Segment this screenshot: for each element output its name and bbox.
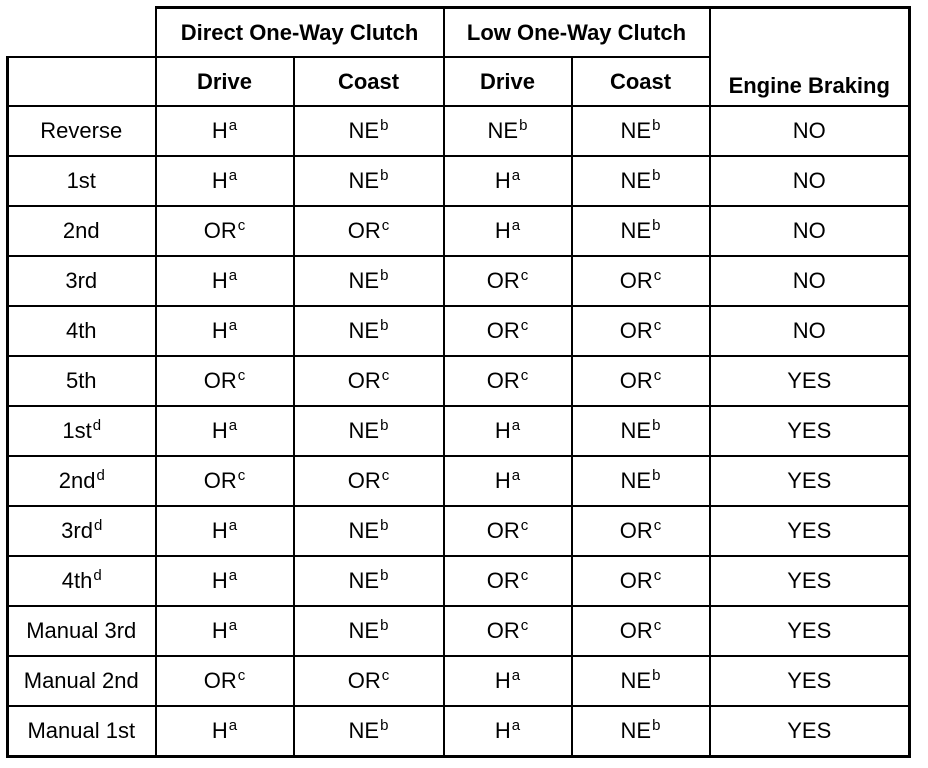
engine-braking-value: YES: [710, 506, 910, 556]
gear-range-label: [8, 656, 156, 706]
clutch-state-footnote: a: [228, 717, 238, 734]
clutch-state-footnote: a: [511, 667, 521, 684]
gear-range-label: [8, 506, 156, 556]
clutch-state-footnote: b: [380, 517, 389, 534]
table-row: [8, 306, 910, 356]
low-coast-cell: [572, 406, 710, 456]
clutch-state: H: [211, 118, 228, 143]
gear-range-text: 2nd: [58, 468, 96, 493]
corner-cell: [8, 8, 156, 58]
low-coast-cell: [572, 356, 710, 406]
engine-braking-value: NO: [710, 106, 910, 156]
clutch-state: NE: [348, 318, 380, 343]
low-drive-cell: [444, 356, 572, 406]
engine-braking-value: NO: [710, 306, 910, 356]
gear-range-footnote: d: [92, 417, 102, 434]
gear-range-text: 1st: [62, 418, 92, 443]
low-drive-cell: [444, 706, 572, 757]
clutch-state: NE: [348, 618, 380, 643]
direct-drive-cell: [156, 506, 294, 556]
group-header-row: [8, 8, 910, 58]
gear-range-label: [8, 606, 156, 656]
low-coast-header: Coast: [572, 57, 710, 106]
engine-braking-value: NO: [710, 256, 910, 306]
low-coast-cell: [572, 506, 710, 556]
clutch-state: H: [494, 468, 511, 493]
clutch-state: NE: [348, 718, 380, 743]
direct-drive-cell: [156, 456, 294, 506]
clutch-state-footnote: a: [228, 317, 238, 334]
clutch-state: H: [494, 168, 511, 193]
clutch-state-footnote: a: [511, 417, 521, 434]
clutch-state-footnote: c: [520, 617, 529, 634]
clutch-state-footnote: c: [237, 667, 246, 684]
engine-braking-value: YES: [710, 556, 910, 606]
clutch-state: OR: [486, 318, 520, 343]
gear-range-text: 3rd: [65, 268, 98, 293]
clutch-state-footnote: b: [652, 167, 661, 184]
clutch-state: OR: [486, 368, 520, 393]
gear-range-footnote: d: [96, 467, 105, 484]
low-drive-cell: [444, 456, 572, 506]
clutch-state: H: [494, 418, 511, 443]
gear-range-text: Reverse: [40, 118, 123, 143]
engine-braking-value: YES: [710, 606, 910, 656]
clutch-state-footnote: c: [520, 317, 529, 334]
direct-one-way-clutch-header: Direct One-Way Clutch: [156, 8, 444, 58]
low-drive-header: Drive: [444, 57, 572, 106]
low-coast-cell: [572, 606, 710, 656]
gear-range-text: 2nd: [62, 218, 100, 243]
clutch-state-footnote: c: [653, 617, 662, 634]
clutch-state: OR: [347, 668, 381, 693]
low-coast-cell: [572, 556, 710, 606]
low-coast-cell: [572, 256, 710, 306]
clutch-state: NE: [620, 218, 652, 243]
low-coast-cell: [572, 156, 710, 206]
direct-coast-cell: [294, 156, 444, 206]
direct-drive-cell: [156, 206, 294, 256]
low-drive-cell: [444, 206, 572, 256]
clutch-state-footnote: c: [381, 467, 390, 484]
low-coast-cell: [572, 206, 710, 256]
clutch-state-footnote: b: [519, 117, 528, 134]
clutch-state-footnote: c: [381, 667, 390, 684]
clutch-state: H: [211, 618, 228, 643]
clutch-state-footnote: c: [381, 367, 390, 384]
gear-range-footnote: d: [93, 567, 102, 584]
low-drive-cell: [444, 556, 572, 606]
clutch-state: H: [211, 718, 228, 743]
clutch-state: NE: [348, 518, 380, 543]
engine-braking-value: YES: [710, 406, 910, 456]
gear-range-label: [8, 156, 156, 206]
clutch-state: H: [494, 718, 511, 743]
clutch-state: NE: [620, 668, 652, 693]
gear-range-label: [8, 356, 156, 406]
clutch-state: H: [494, 668, 511, 693]
direct-drive-cell: [156, 256, 294, 306]
clutch-state-footnote: c: [653, 267, 662, 284]
clutch-state-footnote: a: [228, 517, 238, 534]
gear-range-label: [8, 406, 156, 456]
clutch-state: H: [211, 568, 228, 593]
clutch-state-footnote: c: [520, 267, 529, 284]
clutch-state: OR: [619, 518, 653, 543]
table-row: [8, 656, 910, 706]
low-one-way-clutch-header: Low One-Way Clutch: [444, 8, 710, 58]
clutch-state-footnote: a: [228, 267, 238, 284]
engine-braking-header: Engine Braking: [710, 8, 910, 107]
clutch-state-footnote: c: [237, 367, 246, 384]
direct-coast-cell: [294, 706, 444, 757]
gear-range-text: 5th: [65, 368, 97, 393]
direct-drive-cell: [156, 406, 294, 456]
low-drive-cell: [444, 306, 572, 356]
clutch-state: OR: [619, 568, 653, 593]
clutch-state: OR: [203, 368, 237, 393]
clutch-state: OR: [619, 368, 653, 393]
clutch-state-footnote: b: [652, 217, 661, 234]
low-drive-cell: [444, 156, 572, 206]
clutch-state: NE: [348, 418, 380, 443]
gear-range-text: Manual 3rd: [26, 618, 137, 643]
clutch-state-footnote: b: [380, 417, 389, 434]
clutch-state-footnote: b: [652, 717, 661, 734]
clutch-state: OR: [203, 468, 237, 493]
direct-coast-header: Coast: [294, 57, 444, 106]
clutch-state: H: [211, 518, 228, 543]
direct-coast-cell: [294, 356, 444, 406]
clutch-state-footnote: a: [228, 417, 238, 434]
gear-range-label: [8, 206, 156, 256]
low-drive-cell: [444, 256, 572, 306]
clutch-state-footnote: b: [380, 317, 389, 334]
table-row: [8, 606, 910, 656]
clutch-state: H: [211, 268, 228, 293]
direct-drive-cell: [156, 306, 294, 356]
gear-range-text: 4th: [61, 568, 93, 593]
direct-coast-cell: [294, 506, 444, 556]
gear-range-label: [8, 556, 156, 606]
clutch-state: OR: [486, 268, 520, 293]
clutch-state-footnote: c: [653, 517, 662, 534]
direct-coast-cell: [294, 606, 444, 656]
gear-range-label: [8, 306, 156, 356]
gear-range-footnote: d: [93, 517, 103, 534]
direct-drive-cell: [156, 706, 294, 757]
table-row: [8, 706, 910, 757]
table-row: [8, 106, 910, 156]
clutch-state-footnote: b: [380, 717, 389, 734]
gear-range-text: 3rd: [61, 518, 93, 543]
low-coast-cell: [572, 106, 710, 156]
gear-range-label: [8, 256, 156, 306]
clutch-state-footnote: c: [653, 367, 662, 384]
direct-coast-cell: [294, 656, 444, 706]
engine-braking-value: YES: [710, 356, 910, 406]
clutch-state: NE: [620, 168, 652, 193]
clutch-state-footnote: a: [228, 567, 238, 584]
clutch-state: H: [494, 218, 511, 243]
engine-braking-value: YES: [710, 706, 910, 757]
engine-braking-value: NO: [710, 206, 910, 256]
clutch-state: NE: [620, 418, 652, 443]
clutch-state: NE: [620, 468, 652, 493]
clutch-state-footnote: b: [652, 667, 661, 684]
table-row: [8, 506, 910, 556]
clutch-state: NE: [348, 568, 380, 593]
direct-coast-cell: [294, 556, 444, 606]
direct-drive-cell: [156, 606, 294, 656]
direct-coast-cell: [294, 206, 444, 256]
clutch-state-footnote: a: [228, 167, 238, 184]
gear-range-text: 4th: [65, 318, 97, 343]
clutch-state: OR: [203, 218, 237, 243]
clutch-state-footnote: b: [380, 267, 389, 284]
clutch-state: NE: [620, 118, 652, 143]
clutch-table: [6, 6, 911, 758]
clutch-state: NE: [348, 168, 380, 193]
table-row: [8, 556, 910, 606]
clutch-state-footnote: c: [520, 567, 529, 584]
clutch-state: OR: [619, 318, 653, 343]
direct-coast-cell: [294, 406, 444, 456]
clutch-state-footnote: a: [511, 167, 521, 184]
clutch-state: OR: [486, 618, 520, 643]
direct-drive-cell: [156, 656, 294, 706]
direct-drive-header: Drive: [156, 57, 294, 106]
clutch-state-footnote: a: [511, 217, 521, 234]
clutch-state-footnote: b: [380, 117, 389, 134]
clutch-state: OR: [486, 568, 520, 593]
clutch-state-footnote: b: [380, 167, 389, 184]
clutch-state-footnote: c: [520, 367, 529, 384]
clutch-state: NE: [348, 268, 380, 293]
clutch-state: OR: [619, 268, 653, 293]
direct-drive-cell: [156, 106, 294, 156]
clutch-state: H: [211, 318, 228, 343]
clutch-state-footnote: b: [652, 467, 661, 484]
direct-coast-cell: [294, 306, 444, 356]
table-row: [8, 456, 910, 506]
direct-drive-cell: [156, 356, 294, 406]
gear-range-label: [8, 106, 156, 156]
table-row: [8, 156, 910, 206]
clutch-state: H: [211, 168, 228, 193]
clutch-state: H: [211, 418, 228, 443]
low-drive-cell: [444, 506, 572, 556]
low-drive-cell: [444, 606, 572, 656]
direct-coast-cell: [294, 456, 444, 506]
clutch-state-footnote: b: [652, 117, 661, 134]
clutch-state: OR: [347, 368, 381, 393]
low-drive-cell: [444, 106, 572, 156]
gear-range-label: [8, 706, 156, 757]
clutch-state-footnote: b: [380, 567, 389, 584]
direct-drive-cell: [156, 156, 294, 206]
gear-range-text: 1st: [66, 168, 96, 193]
low-coast-cell: [572, 656, 710, 706]
clutch-state-footnote: b: [652, 417, 661, 434]
gear-range-text: Manual 2nd: [23, 668, 139, 693]
clutch-state-footnote: c: [653, 567, 662, 584]
direct-coast-cell: [294, 106, 444, 156]
clutch-state: OR: [203, 668, 237, 693]
low-drive-cell: [444, 656, 572, 706]
gear-range-text: Manual 1st: [27, 718, 136, 743]
engine-braking-value: YES: [710, 656, 910, 706]
clutch-state-footnote: a: [228, 117, 238, 134]
table-row: [8, 406, 910, 456]
table-row: [8, 256, 910, 306]
row-label-header: [8, 57, 156, 106]
clutch-state-footnote: c: [381, 217, 390, 234]
low-drive-cell: [444, 406, 572, 456]
table-row: [8, 206, 910, 256]
clutch-state-footnote: b: [380, 617, 389, 634]
direct-coast-cell: [294, 256, 444, 306]
clutch-state-footnote: a: [511, 467, 521, 484]
low-coast-cell: [572, 706, 710, 757]
clutch-state-footnote: c: [237, 217, 246, 234]
clutch-state-footnote: a: [228, 617, 238, 634]
clutch-state: OR: [347, 218, 381, 243]
clutch-state: NE: [348, 118, 380, 143]
engine-braking-value: NO: [710, 156, 910, 206]
table-row: [8, 356, 910, 406]
clutch-state: OR: [486, 518, 520, 543]
clutch-state: OR: [619, 618, 653, 643]
clutch-state-footnote: c: [237, 467, 246, 484]
clutch-state: NE: [487, 118, 519, 143]
clutch-state: NE: [620, 718, 652, 743]
clutch-state-footnote: a: [511, 717, 521, 734]
clutch-state-footnote: c: [520, 517, 529, 534]
clutch-state-footnote: c: [653, 317, 662, 334]
direct-drive-cell: [156, 556, 294, 606]
clutch-state: OR: [347, 468, 381, 493]
low-coast-cell: [572, 456, 710, 506]
engine-braking-value: YES: [710, 456, 910, 506]
gear-range-label: [8, 456, 156, 506]
low-coast-cell: [572, 306, 710, 356]
